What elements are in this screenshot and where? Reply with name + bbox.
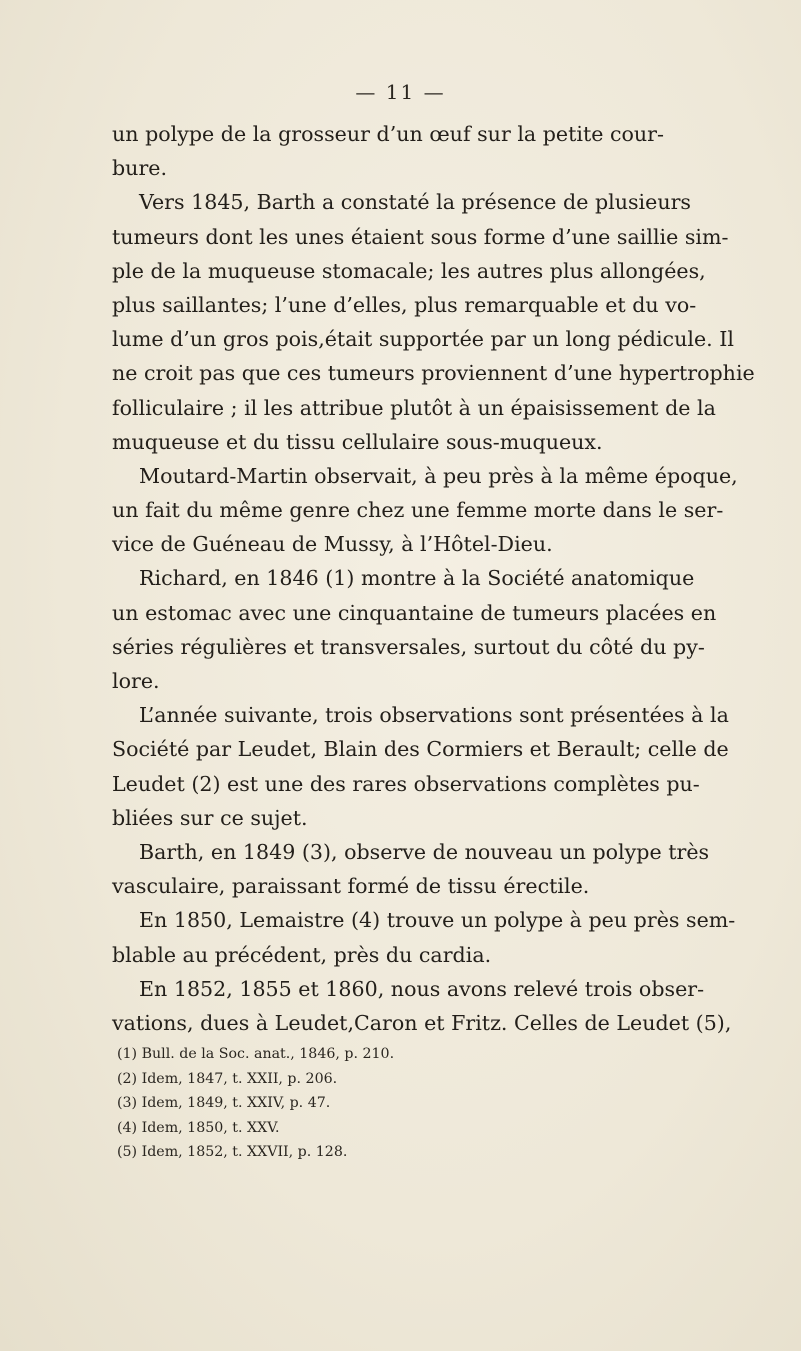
text-line: vations, dues à Leudet,Caron et Fritz. Celles de Leudet (5), bbox=[112, 1010, 732, 1035]
text-line: Richard, en 1846 (1) montre à la Société anatomique bbox=[139, 566, 695, 591]
text-line: lume d’un gros pois,était supportée par un long pédicule. Il bbox=[112, 327, 734, 352]
text-line: L’année suivante, trois observations sont présentées à la bbox=[139, 703, 729, 728]
text-line: séries régulières et transversales, surtout du côté du py- bbox=[112, 634, 705, 659]
text-line: ne croit pas que ces tumeurs proviennent d’une hypertrophie bbox=[112, 361, 755, 386]
text-line: un estomac avec une cinquantaine de tumeurs placées en bbox=[112, 600, 717, 625]
footnotes bbox=[117, 1042, 697, 1165]
text-line: Vers 1845, Barth a constaté la présence de plusieurs bbox=[139, 190, 691, 215]
footnote: (2) Idem, 1847, t. XXII, p. 206. bbox=[117, 1070, 338, 1087]
text-line: En 1852, 1855 et 1860, nous avons relevé trois obser- bbox=[139, 976, 705, 1001]
footnote: (1) Bull. de la Soc. anat., 1846, p. 210. bbox=[117, 1046, 395, 1062]
page-number: — 11 — bbox=[355, 80, 446, 104]
body-text bbox=[112, 117, 755, 1040]
text-line: blable au précédent, près du cardia. bbox=[112, 942, 492, 967]
text-line: Leudet (2) est une des rares observations complètes pu- bbox=[112, 771, 700, 796]
text-line: vasculaire, paraissant formé de tissu érectile. bbox=[112, 874, 590, 899]
text-line: Société par Leudet, Blain des Cormiers et Berault; celle de bbox=[112, 737, 729, 762]
text-line: bliées sur ce sujet. bbox=[112, 805, 308, 830]
text-line: vice de Guéneau de Mussy, à l’Hôtel-Dieu. bbox=[112, 532, 553, 557]
text-line: plus saillantes; l’une d’elles, plus remarquable et du vo- bbox=[112, 292, 697, 317]
text-line: lore. bbox=[112, 669, 160, 693]
text-line: tumeurs dont les unes étaient sous forme d’une saillie sim- bbox=[112, 224, 729, 249]
footnote: (3) Idem, 1849, t. XXIV, p. 47. bbox=[117, 1095, 331, 1112]
text-line: En 1850, Lemaistre (4) trouve un polype à peu près sem- bbox=[139, 908, 736, 933]
footnote: (4) Idem, 1850, t. XXV. bbox=[117, 1119, 280, 1136]
text-line: ple de la muqueuse stomacale; les autres plus allongées, bbox=[112, 258, 706, 283]
text-line: un fait du même genre chez une femme morte dans le ser- bbox=[112, 498, 724, 523]
text-line: folliculaire ; il les attribue plutôt à un épaisissement de la bbox=[112, 395, 716, 420]
text-line: Moutard-Martin observait, à peu près à la même époque, bbox=[139, 463, 738, 488]
text-line: Barth, en 1849 (3), observe de nouveau un polype très bbox=[139, 839, 710, 864]
text-line: un polype de la grosseur d’un œuf sur la petite cour- bbox=[112, 122, 664, 146]
footnote: (5) Idem, 1852, t. XXVII, p. 128. bbox=[117, 1144, 348, 1161]
text-line: bure. bbox=[112, 156, 168, 181]
text-line: muqueuse et du tissu cellulaire sous-muqueux. bbox=[112, 429, 603, 454]
